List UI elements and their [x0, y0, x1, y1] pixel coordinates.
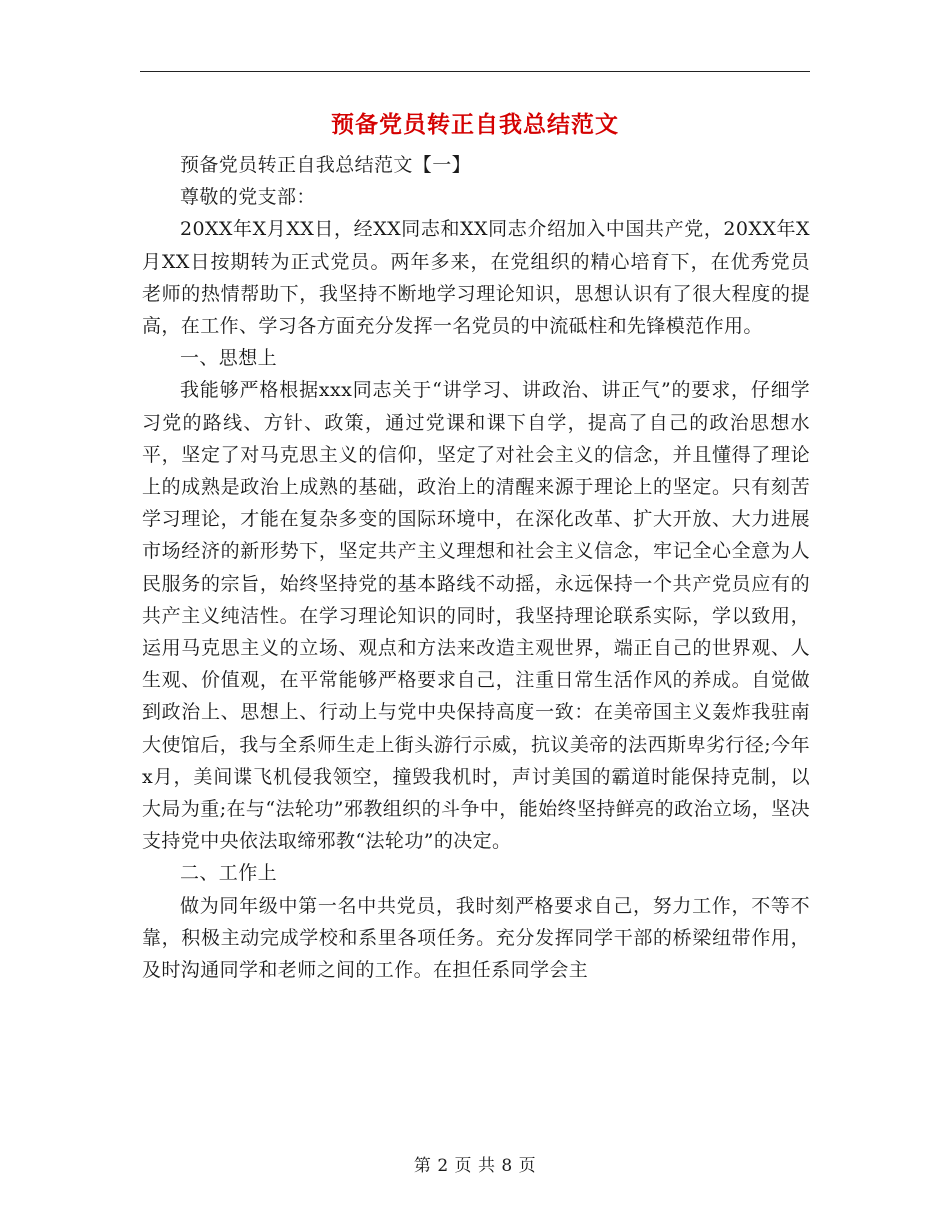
document-body [142, 149, 810, 986]
thought-paragraph: 我能够严格根据xxx同志关于“讲学习、讲政治、讲正气”的要求，仔细学习党的路线、方针、政策，通过党课和课下自学，提高了自己的政治思想水平，坚定了对马克思主义的信仰，坚定了对社会主义的信念，并且懂得了理论上的成熟是政治上成熟的基础，政治上的清醒来源于理论上的坚定。只有刻苦学习理论，才能在复杂多变的国际环境中，在深化改革、扩大开放、大力进展市场经济的新形势下，坚定共产主义理想和社会主义信念，牢记全心全意为人民服务的宗旨，始终坚持党的基本路线不动摇，永远保持一个共产党员应有的共产主义纯洁性。在学习理论知识的同时，我坚持理论联系实际，学以致用，运用马克思主义的立场、观点和方法来改造主观世界，端正自己的世界观、人生观、价值观，在平常能够严格要求自己，注重日常生活作风的养成。自觉做到政治上、思想上、行动上与党中央保持高度一致：在美帝国主义轰炸我驻南大使馆后，我与全系师生走上街头游行示威，抗议美帝的法西斯卑劣行径;今年x月，美间谍飞机侵我领空，撞毁我机时，声讨美国的霸道时能保持克制，以大局为重;在与“法轮功”邪教组织的斗争中，能始终坚持鲜亮的政治立场，坚决支持党中央依法取缔邪教“法轮功”的决定。 [142, 379, 810, 853]
salutation: 尊敬的党支部： [180, 186, 316, 209]
work-paragraph: 做为同年级中第一名中共党员，我时刻严格要求自己，努力工作，不等不靠，积极主动完成学校和系里各项任务。充分发挥同学干部的桥梁纽带作用，及时沟通同学和老师之间的工作。在担任系同学会主 [142, 894, 810, 982]
page-footer: 第 2 页 共 8 页 [413, 1156, 537, 1176]
subheading-thought: 一、思想上 [180, 347, 278, 370]
header-rule [140, 71, 810, 72]
section-heading: 预备党员转正自我总结范文【一】 [180, 154, 472, 176]
subheading-work: 二、工作上 [180, 862, 278, 885]
document-title: 预备党员转正自我总结范文 [331, 111, 619, 138]
intro-paragraph: 20XX年X月XX日，经XX同志和XX同志介绍加入中国共产党，20XX年X月XX日按期转为正式党员。两年多来，在党组织的精心培育下，在优秀党员老师的热情帮助下，我坚持不断地学习理论知识，思想认识有了很大程度的提高，在工作、学习各方面充分发挥一名党员的中流砥柱和先锋模范作用。 [142, 218, 810, 338]
